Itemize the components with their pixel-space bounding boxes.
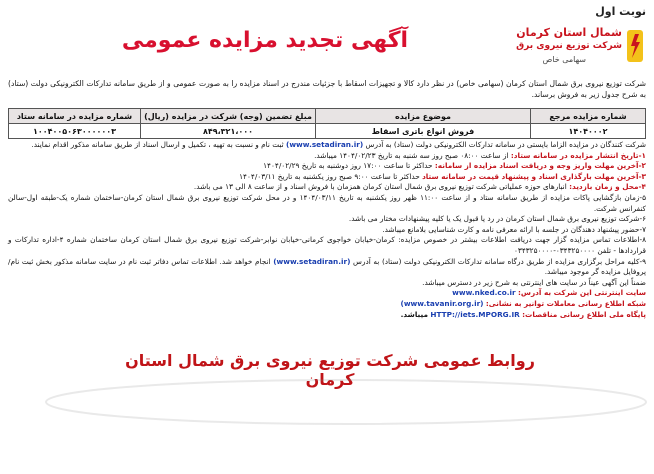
item-reject-right: ۶-شرکت توزیع نیروی برق شمال استان کرمان در رد یا قبول یک یا کلیه پیشنهادات مختار می باشد. xyxy=(348,214,646,224)
logo-tagline: سهامی خاص xyxy=(542,55,586,64)
item-text: حداکثر تا ساعت ۱۷:۰۰ روز دوشنبه به تاریخ ۱۴۰۴/۰۲/۲۹ xyxy=(263,161,433,171)
logo-name: شمال استان کرمان xyxy=(516,26,622,39)
item-publish-date xyxy=(8,151,646,162)
item-attendance: ۷-حضور پیشنهاد دهندگان در جلسه با ارائه معرفی نامه و کارت شناسایی بلامانع میباشد. xyxy=(382,224,646,234)
table-row xyxy=(9,124,646,139)
conditions-body xyxy=(8,140,646,320)
cell-guarantee: ۸۴۹،۳۲۱،۰۰۰ xyxy=(141,124,316,139)
site-label: شبکه اطلاع رسانی معاملات توانیر به نشانی: xyxy=(485,298,646,308)
page-title: آگهی تجدید مزایده عمومی xyxy=(121,28,409,53)
item-contact-info: ۸-اطلاعات تماس مزایده گزار جهت دریافت اطلاعات بیشتر در خصوص مزایده: کرمان-خیابان خواجوی کرمانی-خیابان نوابر-شرکت توزیع نیروی برق شمال استان کرمان ساختمان شماره ۴-اداره تدارکات و قراردادها - تلفن ۰۳۴۳۲۵۰۰۰۰-۰۳۴۳۲۵۰۰۰۰ xyxy=(8,235,646,255)
tavanir-site-link[interactable]: (www.tavanir.org.ir) xyxy=(400,298,484,308)
item-text: انبارهای حوزه عملیاتی شرکت توزیع نیروی برق شمال استان کرمان همزمان با فروش اسناد و از ساعت ۸ الی ۱۳ می باشد. xyxy=(193,182,567,192)
col-subject: موضوع مزایده xyxy=(316,109,531,124)
cell-setad-number: ۱۰۰۴۰۰۵۰۶۳۰۰۰۰۰۰۳ xyxy=(9,124,141,139)
setad-link[interactable]: (www.setadiran.ir) xyxy=(273,256,351,266)
setad-link[interactable]: (www.setadiran.ir) xyxy=(285,140,364,149)
site-label: سایت اینترنتی این شرکت به آدرس: xyxy=(517,288,646,298)
company-site-link[interactable]: www.nked.co.ir xyxy=(452,288,516,298)
site-iets xyxy=(8,310,646,321)
process-text: ۹-کلیه مراحل برگزاری مزایده از طریق درگاه سامانه تدارکات الکترونیکی دولت (ستاد) به آدرس xyxy=(353,256,646,266)
registration-text: شرکت کنندگان در مزایده الزاما بایستی در سامانه تدارکات الکترونیکی دولت (ستاد) به آدرس xyxy=(365,140,646,149)
site-tavanir xyxy=(8,299,646,310)
table-header-row xyxy=(9,109,646,124)
col-setad-number: شماره مزایده در سامانه ستاد xyxy=(9,109,141,124)
power-plug-logo-icon xyxy=(624,28,646,64)
notice-round-label: نوبت اول xyxy=(595,5,646,18)
sites-note: ضمناً این آگهی عیناً در سایت های اینترنتی به شرح زیر در دسترس میباشد. xyxy=(422,277,646,287)
item-text: از ساعت ۰۸:۰۰ صبح روز سه شنبه به تاریخ ۱۴۰۴/۰۲/۲۳ میباشد. xyxy=(314,150,509,160)
item-document-deadline xyxy=(8,161,646,172)
item-opening-time: ۵-زمان بازگشایی پاکات مزایده از طریق سامانه ستاد و از ساعت ۱۱:۰۰ ظهر روز یکشنبه به تاریخ ۱۴۰۴/۰۳/۱۱ و در محل شرکت توزیع نیروی برق شمال استان کرمان-ساختمان شماره یک-طبقه اول-سالن کنفرانس شرکت. xyxy=(8,192,646,213)
site-company xyxy=(8,288,646,299)
registration-note xyxy=(8,140,646,151)
item-text: حداکثر تا ساعت ۹:۰۰ صبح روز یکشنبه به تاریخ ۱۴۰۴/۰۳/۱۱ xyxy=(239,171,420,181)
site-label: پایگاه ملی اطلاع رسانی مناقصات: xyxy=(522,309,646,319)
col-ref-number: شماره مزایده مرجع xyxy=(531,109,646,124)
item-visit-place xyxy=(8,182,646,193)
process-rest: انجام خواهد شد. اطلاعات تماس دفاتر ثبت نام در سایت سامانه مذکور بخش ثبت نام/پروفایل مزایده گر موجود میباشد. xyxy=(8,256,646,277)
item-bid-deadline xyxy=(8,172,646,183)
item-label: ۱-تاریخ انتشار مزایده در سامانه ستاد: xyxy=(510,150,646,160)
company-logo xyxy=(516,24,646,70)
tender-table xyxy=(8,108,646,139)
cell-subject: فروش انواع باتری اسقاط xyxy=(316,124,531,139)
col-guarantee: مبلغ تضمین (وجه) شرکت در مزایده (ریال) xyxy=(141,109,316,124)
iets-site-link[interactable]: HTTP://iets.MPORG.IR xyxy=(430,309,520,319)
item-label: ۲-آخرین مهلت واریز وجه و دریافت اسناد مزایده از سامانه: xyxy=(434,161,646,171)
registration-rest: ثبت نام و نسبت به تهیه ، تکمیل و ارسال اسناد از طریق سامانه مذکور اقدام نمایند. xyxy=(31,140,284,149)
item-label: ۴-محل و زمان بازدید: xyxy=(569,182,646,192)
intro-paragraph: شرکت توزیع نیروی برق شمال استان کرمان (سهامی خاص) در نظر دارد کالا و تجهیزات اسقاط با جزئیات مندرج در اسناد مزایده را به صورت عمومی و از طریق سامانه تدارکات الکترونیکی دولت (ستاد) به شرح جدول زیر به فروش برساند. xyxy=(8,79,646,99)
item-process xyxy=(8,257,646,278)
logo-company: شرکت توزیع نیروی برق xyxy=(516,41,622,51)
footer-signature: روابط عمومی شرکت توزیع نیروی برق شمال استان کرمان xyxy=(125,351,535,389)
site-tail: میباشد. xyxy=(400,309,429,319)
cell-ref-number: ۱۴۰۴۰۰۰۲ xyxy=(531,124,646,139)
item-label: ۳-آخرین مهلت بارگذاری اسناد و پیشنهاد قیمت در سامانه ستاد xyxy=(422,171,646,181)
